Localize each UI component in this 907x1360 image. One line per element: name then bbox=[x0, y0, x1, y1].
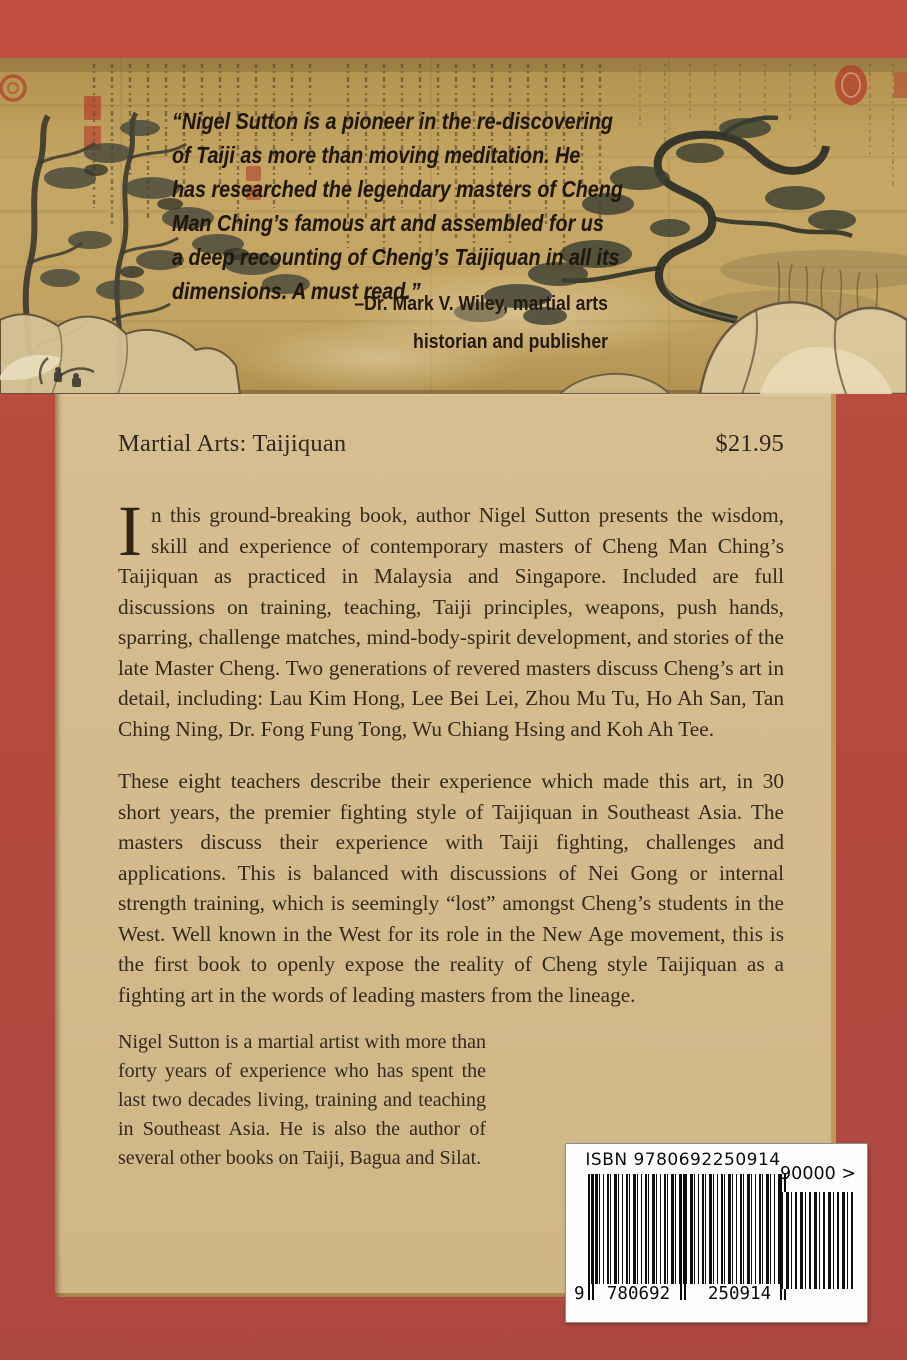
barcode-guard-bar bbox=[684, 1174, 686, 1300]
quote-line: has researched the legendary masters of Cheng bbox=[172, 176, 623, 202]
attribution-line: –Dr. Mark V. Wiley, martial arts bbox=[354, 292, 608, 315]
ean-barcode bbox=[574, 1174, 790, 1318]
quote-line: “Nigel Sutton is a pioneer in the re-discovering bbox=[172, 108, 613, 134]
quote-attribution bbox=[238, 285, 608, 361]
painting-banner bbox=[0, 58, 907, 394]
dropcap-letter: I bbox=[118, 491, 142, 571]
category-label: Martial Arts: Taijiquan bbox=[118, 430, 347, 457]
isbn-number: ISBN 9780692250914 bbox=[585, 1150, 781, 1170]
barcode-digit-left: 9 bbox=[574, 1284, 585, 1304]
quote-line: Man Ching’s famous art and assembled for us bbox=[172, 210, 604, 236]
banner-top-shade bbox=[0, 58, 907, 72]
barcode-guard-bar bbox=[588, 1174, 590, 1300]
barcode-digit-group-1: 780692 bbox=[606, 1284, 671, 1304]
oval-seal-icon bbox=[835, 65, 867, 105]
barcode-digit-group-2: 250914 bbox=[707, 1284, 772, 1304]
description-paragraph-2: These eight teachers describe their experience which made this art, in 30 short years, the premier fighting style of Taijiquan in Southeast Asia. The masters discuss their experience with Taiji fighting, challenges and applications. This is balanced with discussions of Nei Gong or internal strength training, which is seemingly “lost” amongst Cheng’s students in the West. Well known in the West for its role in the New Age movement, this is the first book to openly expose the reality of Cheng style Taijiquan as a fighting art in the words of leading masters from the lineage. bbox=[118, 769, 784, 1007]
barcode-supplement-number: 90000 > bbox=[780, 1164, 856, 1184]
paragraph-1-text: n this ground-breaking book, author Nigel Sutton presents the wisdom, skill and experience of contemporary masters of Cheng Man Ching’s Taijiquan as practiced in Malaysia and Singapore. Included are full discussions on training, teaching, Taiji principles, weapons, push hands, sparring, challenge matches, mind-body-spirit development, and stories of the late Master Cheng. Two generations of revered masters discuss Cheng’s art in detail, including: Lau Kim Hong, Lee Bei Lei, Zhou Mu Tu, Ho Ah San, Tan Ching Ning, Dr. Fong Fung Tong, Wu Chiang Hsing and Koh Ah Tee. bbox=[118, 503, 784, 741]
quote-line: a deep recounting of Cheng’s Taijiquan in all its bbox=[172, 244, 620, 270]
quote-line: dimensions. A must read.” bbox=[172, 278, 421, 304]
barcode-digits bbox=[574, 1284, 790, 1312]
edge-seal-icon bbox=[894, 72, 907, 98]
supplement-bars bbox=[781, 1192, 855, 1289]
barcode-box bbox=[565, 1143, 868, 1323]
quote-line: of Taiji as more than moving meditation. He bbox=[172, 142, 581, 168]
author-bio: Nigel Sutton is a martial artist with more than forty years of experience who has spent the last two decades living, training and teaching in Southeast Asia. He is also the author of several other books on Taiji, Bagua and Silat. bbox=[118, 1031, 486, 1169]
square-seal-icon bbox=[84, 96, 101, 120]
barcode-guard-bar bbox=[680, 1174, 682, 1300]
review-quote bbox=[172, 104, 642, 308]
panel-header bbox=[118, 430, 784, 458]
price-label: $21.95 bbox=[715, 430, 784, 457]
description-paragraph-1 bbox=[118, 491, 784, 744]
barcode-guard-bar bbox=[592, 1174, 594, 1300]
attribution-line: historian and publisher bbox=[413, 330, 608, 353]
barcode-bars bbox=[588, 1174, 784, 1284]
